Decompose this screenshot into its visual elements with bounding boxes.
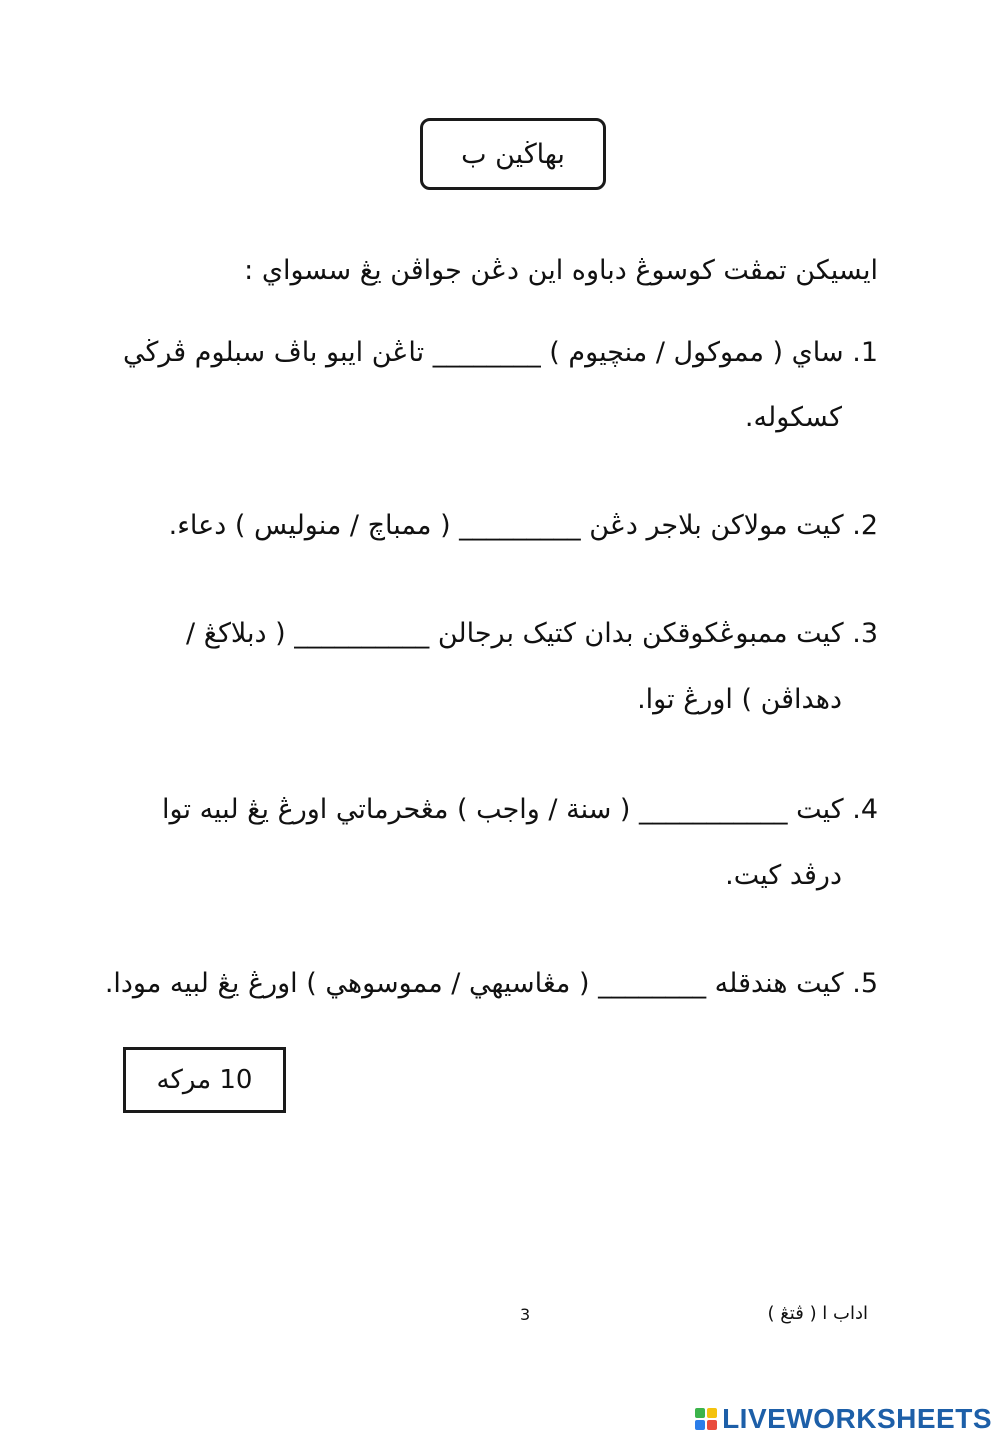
- question-1-line-2: کسکوله.: [744, 402, 842, 433]
- section-title-box: [420, 118, 606, 190]
- question-1-line-1: 1. ساي ( مموکول / منچيوم ) ________ تاڠن ايبو باڤ سبلوم ڤرڬي: [123, 337, 878, 368]
- question-4-line-2: درڤد کيت.: [725, 860, 842, 891]
- section-title: بهاڬين ب: [461, 138, 565, 170]
- question-2-line-1: 2. کيت مولاکن بلاجر دڠن _________ ( ممباچ / منوليس ) دعاء.: [168, 510, 878, 541]
- marks-box: [123, 1047, 286, 1113]
- watermark-text: LIVEWORKSHEETS: [722, 1403, 992, 1434]
- liveworksheets-watermark: [695, 1403, 992, 1435]
- footer-subject: اداب ا ( ڤتڠ ): [767, 1303, 868, 1324]
- liveworksheets-logo-icon: [695, 1408, 717, 1430]
- question-3-line-2: دهداڤن ) اورڠ توا.: [637, 684, 842, 715]
- marks-label: 10 مرکه: [156, 1065, 253, 1095]
- question-3-line-1: 3. کيت ممبوڠکوقکن بدان کتيک برجالن __________ ( دبلاکڠ /: [186, 618, 878, 649]
- instruction-text: ايسيکن تمڤت کوسوڠ دباوه اين دڠن جواڤن يڠ سسواي :: [244, 255, 878, 286]
- question-4-line-1: 4. کيت ___________ ( سنة / واجب ) مڠحرماتي اورڠ يڠ لبيه توا: [162, 794, 878, 825]
- question-5-line-1: 5. کيت هندقله ________ ( مڠاسيهي / مموسوهي ) اورڠ يڠ لبيه مودا.: [104, 968, 878, 999]
- page-number: 3: [520, 1305, 531, 1324]
